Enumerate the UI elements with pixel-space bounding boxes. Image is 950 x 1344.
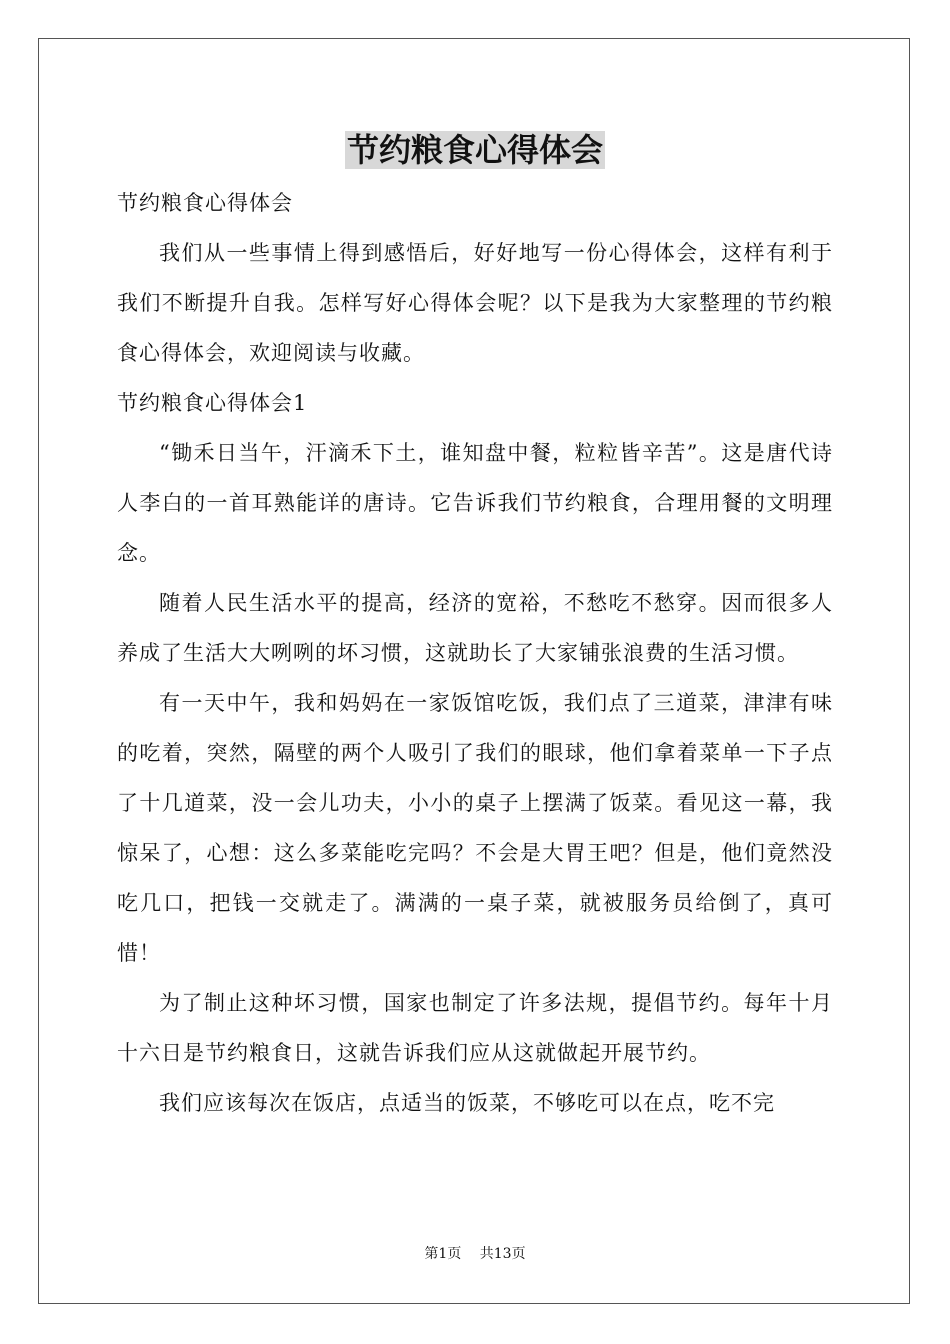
paragraph-regulation: 为了制止这种坏习惯，国家也制定了许多法规，提倡节约。每年十月十六日是节约粮食日，这就告诉我们应从这就做起开展节约。: [117, 991, 833, 1065]
paragraph-heading-intro: 节约粮食心得体会: [117, 191, 293, 215]
paragraph-advice: 我们应该每次在饭店，点适当的饭菜，不够吃可以在点，吃不完: [159, 1091, 775, 1115]
paragraph-heading-section-1: 节约粮食心得体会1: [117, 391, 308, 415]
paragraph-restaurant-story: 有一天中午，我和妈妈在一家饭馆吃饭，我们点了三道菜，津津有味的吃着，突然，隔壁的两个人吸引了我们的眼球，他们拿着菜单一下子点了十几道菜，没一会儿功夫，小小的桌子上摆满了饭菜。看见这一幕，我惊呆了，心想：这么多菜能吃完吗？不会是大胃王吧？但是，他们竟然没吃几口，把钱一交就走了。满满的一桌子菜，就被服务员给倒了，真可惜！: [117, 691, 833, 965]
document-body: [117, 178, 833, 1128]
paragraph-intro: 我们从一些事情上得到感悟后，好好地写一份心得体会，这样有利于我们不断提升自我。怎样写好心得体会呢？以下是我为大家整理的节约粮食心得体会，欢迎阅读与收藏。: [117, 241, 833, 365]
paragraph-poem: “锄禾日当午，汗滴禾下土，谁知盘中餐，粒粒皆辛苦”。这是唐代诗人李白的一首耳熟能详的唐诗。它告诉我们节约粮食，合理用餐的文明理念。: [117, 441, 833, 565]
page-footer: 第1页 共13页: [424, 1246, 526, 1262]
paragraph-living-standard: 随着人民生活水平的提高，经济的宽裕，不愁吃不愁穿。因而很多人养成了生活大大咧咧的坏习惯，这就助长了大家铺张浪费的生活习惯。: [117, 591, 833, 665]
document-title: [0, 126, 950, 174]
document-title-text: 节约粮食心得体会: [346, 131, 603, 169]
